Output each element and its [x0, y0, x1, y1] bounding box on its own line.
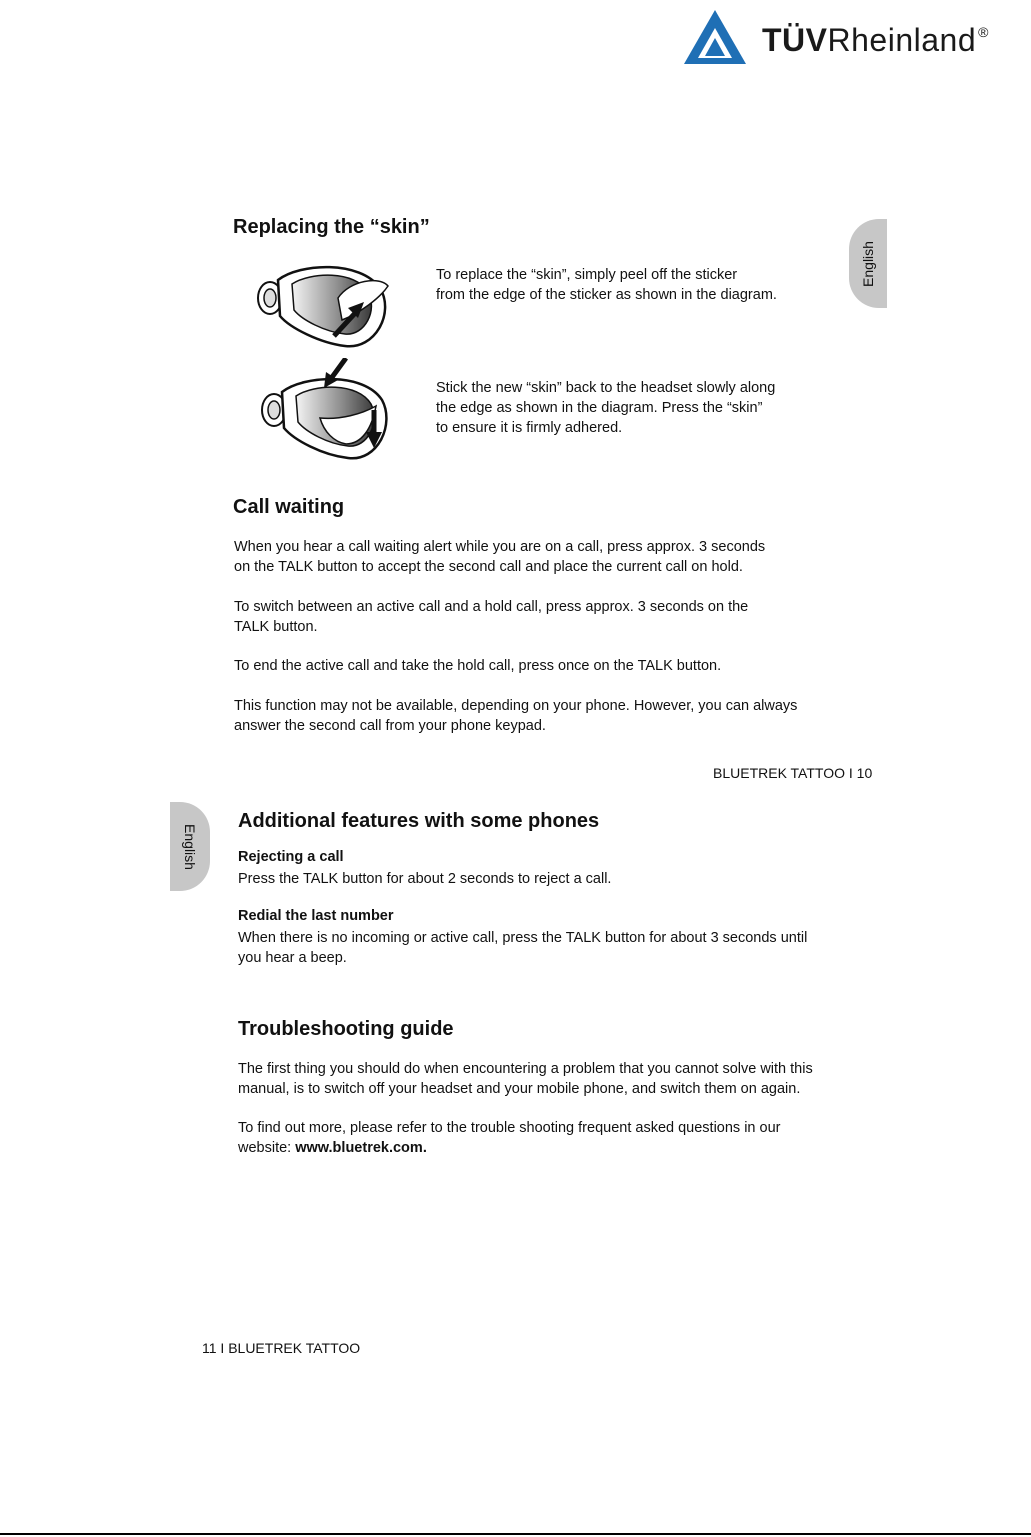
call-waiting-para4-line2: answer the second call from your phone keypad.: [234, 718, 546, 734]
tuv-triangle-icon: [682, 8, 748, 68]
redial-text-line1: When there is no incoming or active call, press the TALK button for about 3 seconds until: [238, 930, 808, 946]
redial-title: Redial the last number: [238, 908, 394, 924]
features-heading: Additional features with some phones: [238, 810, 600, 832]
call-waiting-heading: Call waiting: [233, 496, 345, 518]
language-tab-label: English: [182, 823, 198, 870]
language-tab-left: [170, 802, 210, 891]
call-waiting-para2-line1: To switch between an active call and a hold call, press approx. 3 seconds on the: [234, 599, 749, 615]
call-waiting-para3: To end the active call and take the hold call, press once on the TALK button.: [234, 658, 722, 674]
language-tab-label: English: [860, 240, 876, 287]
reject-call-title: Rejecting a call: [238, 849, 344, 865]
call-waiting-para2-line2: TALK button.: [234, 619, 318, 635]
call-waiting-para1-line1: When you hear a call waiting alert while you are on a call, press approx. 3 seconds: [234, 539, 766, 555]
reject-call-text: Press the TALK button for about 2 seconds to reject a call.: [238, 871, 612, 887]
skin-step1-line1: To replace the “skin”, simply peel off the sticker: [436, 267, 738, 283]
call-waiting-para1-line2: on the TALK button to accept the second call and place the current call on hold.: [234, 559, 743, 575]
redial-text-line2: you hear a beep.: [238, 950, 347, 966]
troubleshooting-para2-line2: website: www.bluetrek.com.: [238, 1140, 427, 1156]
skin-heading: Replacing the “skin”: [233, 216, 430, 238]
page-footer-11: 11 I BLUETREK TATTOO: [202, 1340, 361, 1356]
troubleshooting-para2-line1: To find out more, please refer to the trouble shooting frequent asked questions in our: [238, 1120, 781, 1136]
troubleshooting-heading: Troubleshooting guide: [238, 1018, 454, 1040]
skin-step2-line2: the edge as shown in the diagram. Press the “skin”: [436, 400, 763, 416]
call-waiting-para4-line1: This function may not be available, depending on your phone. However, you can always: [234, 698, 798, 714]
bottom-rule: [0, 1533, 1031, 1535]
website-link[interactable]: www.bluetrek.com: [295, 1140, 423, 1156]
troubleshooting-para1-line2: manual, is to switch off your headset and your mobile phone, and switch them on again.: [238, 1081, 801, 1097]
headset-peel-illustration: [250, 258, 395, 353]
skin-step1-line2: from the edge of the sticker as shown in the diagram.: [436, 287, 777, 303]
skin-step2-line1: Stick the new “skin” back to the headset slowly along: [436, 380, 776, 396]
headset-stick-illustration: [250, 358, 395, 463]
tuv-rheinland-logo: [682, 8, 1012, 70]
troubleshooting-para1-line1: The first thing you should do when encountering a problem that you cannot solve with this: [238, 1061, 813, 1077]
logo-wordmark: TÜVRheinland ®: [762, 22, 989, 58]
page-footer-10: BLUETREK TATTOO I 10: [713, 765, 873, 781]
skin-step2-line3: to ensure it is firmly adhered.: [436, 420, 623, 436]
language-tab-right: [849, 219, 887, 308]
